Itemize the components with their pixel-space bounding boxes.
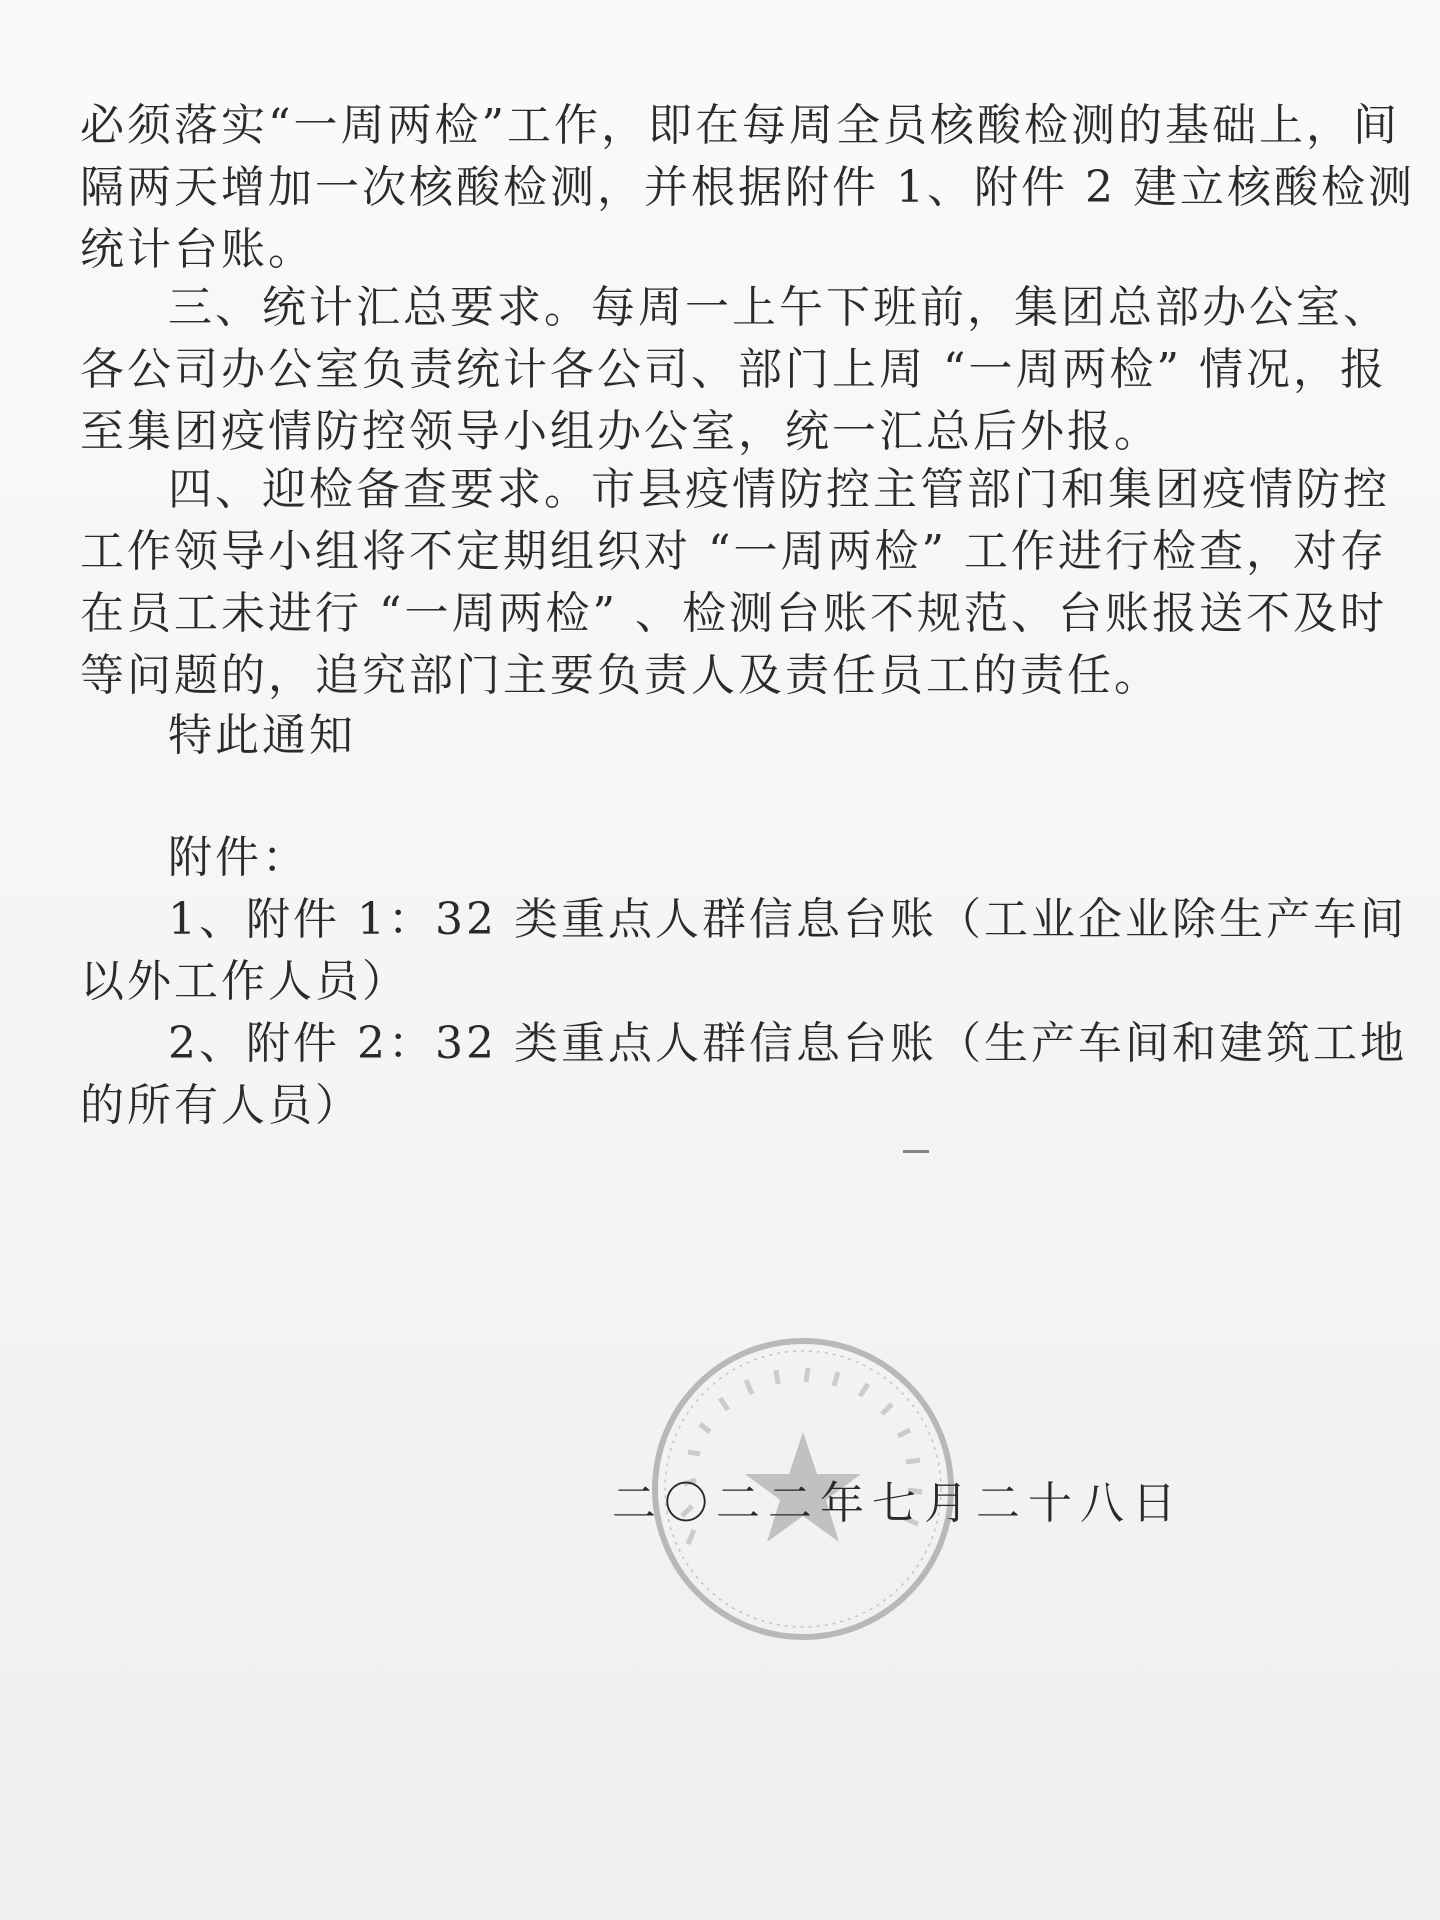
attachment-item: 2、附件 2：32 类重点人群信息台账（生产车间和建筑工地 bbox=[168, 1018, 1407, 1069]
body-line: 在员工未进行 “一周两检” 、检测台账不规范、台账报送不及时 bbox=[80, 588, 1387, 639]
document-date: 二〇二二年七月二十八日 bbox=[612, 1478, 1184, 1529]
attachment-item-continuation: 以外工作人员） bbox=[80, 956, 409, 1007]
body-line: 统计台账。 bbox=[80, 224, 315, 275]
closing-text: 特此通知 bbox=[168, 710, 356, 761]
body-line: 等问题的，追究部门主要负责人及责任员工的责任。 bbox=[80, 650, 1161, 701]
body-line: 各公司办公室负责统计各公司、部门上周 “一周两检” 情况，报 bbox=[80, 344, 1387, 395]
section-four-heading-line: 四、迎检备查要求。市县疫情防控主管部门和集团疫情防控 bbox=[168, 464, 1390, 515]
body-line: 工作领导小组将不定期组织对 “一周两检” 工作进行检查，对存 bbox=[80, 526, 1387, 577]
body-line: 隔两天增加一次核酸检测，并根据附件 1、附件 2 建立核酸检测 bbox=[80, 162, 1415, 213]
attachments-label: 附件： bbox=[168, 832, 309, 883]
attachment-item-continuation: 的所有人员） bbox=[80, 1080, 362, 1131]
body-line: 必须落实“一周两检”工作，即在每周全员核酸检测的基础上，间 bbox=[80, 100, 1400, 151]
attachment-item: 1、附件 1：32 类重点人群信息台账（工业企业除生产车间 bbox=[168, 894, 1407, 945]
body-line: 至集团疫情防控领导小组办公室，统一汇总后外报。 bbox=[80, 406, 1161, 457]
stray-pen-mark bbox=[903, 1150, 929, 1153]
section-three-heading-line: 三、统计汇总要求。每周一上午下班前，集团总部办公室、 bbox=[168, 282, 1390, 333]
